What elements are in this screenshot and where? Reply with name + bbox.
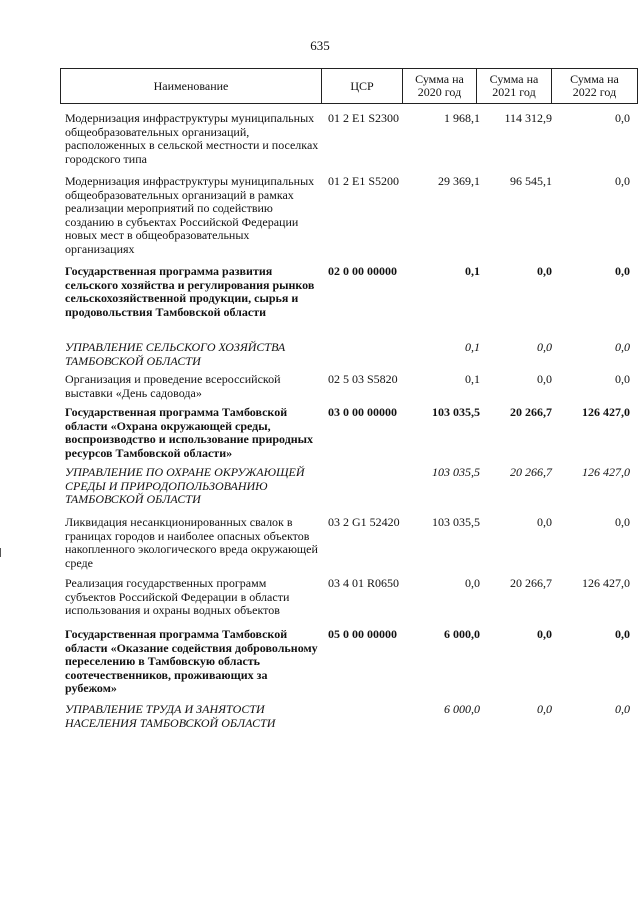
header-sum-2022: Сумма на 2022 год (570, 72, 619, 99)
page-number: 635 (310, 38, 330, 53)
row-name: Ликвидация несанкционированных свалок в границах городов и наиболее опасных объектов накопленного экологического вреда окружающей среде (65, 515, 318, 570)
row-sum-2022: 126 427,0 (582, 465, 630, 479)
row-sum-2021: 0,0 (537, 264, 552, 278)
row-sum-2020: 0,0 (465, 576, 480, 590)
row-sum-2021: 0,0 (537, 340, 552, 354)
row-name: Государственная программа Тамбовской области «Охрана окружающей среды, воспроизводство и использование природных ресурсов Тамбовской области» (65, 405, 314, 460)
row-name: Реализация государственных программ субъектов Российской Федерации в области использования и охраны водных объектов (65, 576, 290, 617)
row-sum-2020: 1 968,1 (444, 111, 480, 125)
row-code: 02 0 00 00000 (328, 264, 397, 278)
row-name: УПРАВЛЕНИЕ СЕЛЬСКОГО ХОЗЯЙСТВА ТАМБОВСКОЙ ОБЛАСТИ (65, 340, 286, 368)
header-name: Наименование (153, 78, 229, 93)
row-sum-2022: 0,0 (615, 627, 630, 641)
row-sum-2022: 0,0 (615, 372, 630, 386)
row-sum-2020: 6 000,0 (444, 627, 480, 641)
row-sum-2022: 0,0 (615, 702, 630, 716)
row-sum-2020: 103 035,5 (432, 515, 480, 529)
row-sum-2020: 0,1 (465, 264, 480, 278)
row-sum-2020: 6 000,0 (444, 702, 480, 716)
row-name: Государственная программа Тамбовской области «Оказание содействия добровольному переселению в Тамбовскую область соотечественников, проживающих за рубежом» (65, 627, 318, 695)
row-sum-2022: 0,0 (615, 515, 630, 529)
row-sum-2021: 20 266,7 (510, 405, 552, 419)
row-sum-2020: 0,1 (465, 340, 480, 354)
header-code: ЦСР (350, 78, 374, 93)
row-code: 03 0 00 00000 (328, 405, 397, 419)
row-sum-2022: 0,0 (615, 174, 630, 188)
row-name: Модернизация инфраструктуры муниципальных общеобразовательных организаций в рамках реализации мероприятий по содействию созданию в субъектах Российской Федерации новых мест в общеобразовательных организациях (65, 174, 315, 256)
row-name: Организация и проведение всероссийской выставки «День садовода» (65, 372, 281, 400)
row-name: УПРАВЛЕНИЕ ПО ОХРАНЕ ОКРУЖАЮЩЕЙ СРЕДЫ И ПРИРОДОПОЛЬЗОВАНИЮ ТАМБОВСКОЙ ОБЛАСТИ (65, 465, 305, 506)
header-sum-2020: Сумма на 2020 год (415, 72, 464, 99)
row-code: 03 2 G1 52420 (328, 515, 400, 529)
header-sum-2021: Сумма на 2021 год (489, 72, 539, 99)
row-name: Государственная программа развития сельского хозяйства и регулирования рынков сельскохозяйственной продукции, сырья и продовольствия Тамбовской области (65, 264, 315, 319)
row-sum-2020: 29 369,1 (438, 174, 480, 188)
row-name: Модернизация инфраструктуры муниципальных общеобразовательных организаций, расположенных в сельской местности и поселках городского типа (65, 111, 319, 166)
row-sum-2021: 20 266,7 (510, 576, 552, 590)
row-sum-2022: 0,0 (615, 111, 630, 125)
row-code: 05 0 00 00000 (328, 627, 397, 641)
row-sum-2020: 103 035,5 (432, 405, 480, 419)
row-sum-2021: 0,0 (537, 372, 552, 386)
row-sum-2022: 126 427,0 (582, 405, 630, 419)
table-header (60, 68, 638, 104)
row-name: УПРАВЛЕНИЕ ТРУДА И ЗАНЯТОСТИ НАСЕЛЕНИЯ ТАМБОВСКОЙ ОБЛАСТИ (65, 702, 276, 730)
row-sum-2022: 126 427,0 (582, 576, 630, 590)
row-code: 02 5 03 S5820 (328, 372, 398, 386)
row-code: 03 4 01 R0650 (328, 576, 400, 590)
row-sum-2021: 20 266,7 (510, 465, 552, 479)
row-sum-2022: 0,0 (615, 340, 630, 354)
row-sum-2022: 0,0 (615, 264, 630, 278)
row-code: 01 2 E1 S2300 (328, 111, 400, 125)
row-code: 01 2 E1 S5200 (328, 174, 400, 188)
row-sum-2021: 114 312,9 (504, 111, 552, 125)
row-sum-2020: 103 035,5 (432, 465, 480, 479)
row-sum-2021: 0,0 (537, 627, 552, 641)
scan-margin-mark (0, 548, 1, 557)
row-sum-2020: 0,1 (465, 372, 480, 386)
row-sum-2021: 96 545,1 (510, 174, 552, 188)
row-sum-2021: 0,0 (537, 515, 552, 529)
row-sum-2021: 0,0 (537, 702, 552, 716)
